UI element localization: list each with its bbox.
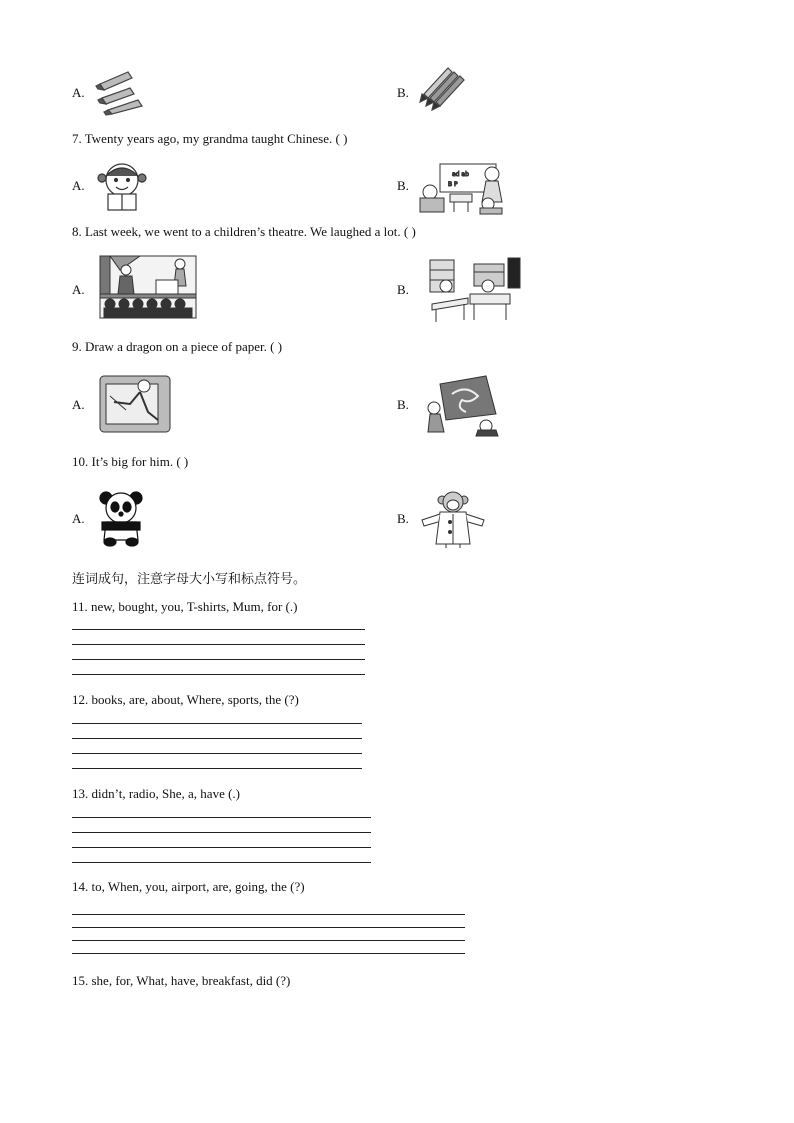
answer-line[interactable] [72, 832, 371, 833]
question-7-text: 7. Twenty years ago, my grandma taught Chinese. ( ) [72, 131, 348, 146]
library-reading-image [424, 258, 522, 322]
option-label-a: A. [72, 85, 85, 100]
question-11-text: 11. new, bought, you, T-shirts, Mum, for (.) [72, 599, 298, 614]
option-label-a: A. [72, 178, 85, 193]
answer-line[interactable] [72, 817, 371, 818]
question-15-text: 15. she, for, What, have, breakfast, did (?) [72, 973, 291, 988]
answer-line[interactable] [72, 644, 365, 645]
option-label-a: A. [72, 511, 85, 526]
dragon-kite-image [426, 374, 502, 436]
panda-image [96, 490, 146, 546]
svg-text:ad ab: ad ab [452, 171, 469, 178]
option-label-b: B. [397, 282, 409, 297]
girl-drawing-image [100, 376, 170, 432]
option-label-b: B. [397, 397, 409, 412]
answer-line[interactable] [72, 629, 365, 630]
question-12-text: 12. books, are, about, Where, sports, the (?) [72, 692, 299, 707]
pencils-image [420, 68, 466, 110]
answer-line[interactable] [72, 753, 362, 754]
crayons-image [94, 68, 146, 112]
option-label-b: B. [397, 178, 409, 193]
answer-line[interactable] [72, 674, 365, 675]
answer-line[interactable] [72, 914, 465, 915]
answer-line[interactable] [72, 659, 365, 660]
answer-line[interactable] [72, 768, 362, 769]
question-9-text: 9. Draw a dragon on a piece of paper. ( ) [72, 339, 283, 354]
girl-reading-image [96, 162, 148, 212]
answer-line[interactable] [72, 927, 465, 928]
answer-line[interactable] [72, 953, 465, 954]
section-instruction: 连词成句，注意字母大小写和标点符号。 [72, 572, 307, 587]
option-label-b: B. [397, 511, 409, 526]
question-13-text: 13. didn’t, radio, She, a, have (.) [72, 786, 240, 801]
question-10-text: 10. It’s big for him. ( ) [72, 454, 189, 469]
svg-text:B P: B P [448, 181, 458, 188]
theatre-stage-image [100, 256, 196, 318]
answer-line[interactable] [72, 847, 371, 848]
option-label-a: A. [72, 397, 85, 412]
answer-line[interactable] [72, 738, 362, 739]
monkey-big-coat-image [418, 488, 488, 550]
option-label-a: A. [72, 282, 85, 297]
option-label-b: B. [397, 85, 409, 100]
question-8-text: 8. Last week, we went to a children’s theatre. We laughed a lot. ( ) [72, 224, 416, 239]
answer-line[interactable] [72, 940, 465, 941]
question-14-text: 14. to, When, you, airport, are, going, the (?) [72, 879, 305, 894]
teacher-classroom-image [418, 162, 512, 214]
answer-line[interactable] [72, 723, 362, 724]
answer-line[interactable] [72, 862, 371, 863]
